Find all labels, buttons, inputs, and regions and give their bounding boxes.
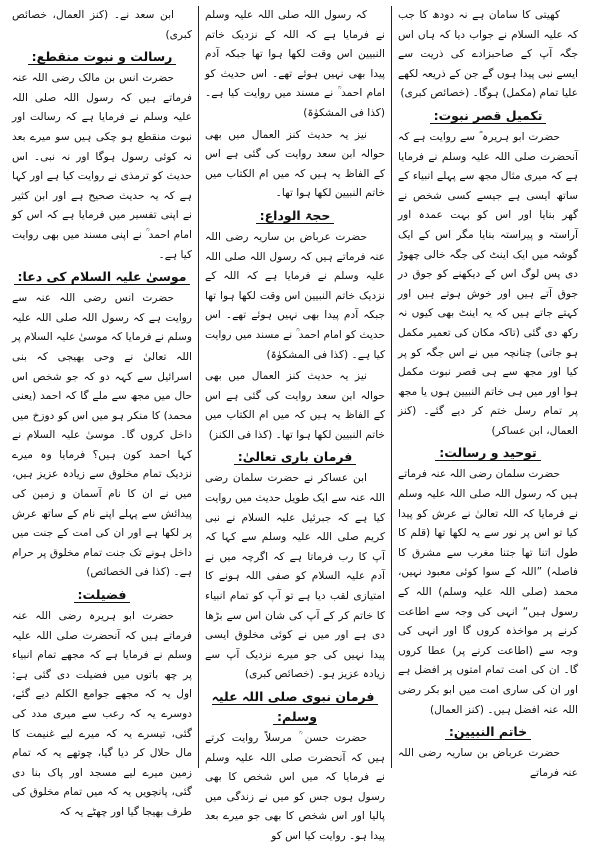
section-heading <box>12 585 192 605</box>
paragraph: حضرت سلمان رضی اللہ عنہ فرماتے ہیں کہ رسول اللہ صلی اللہ علیہ وسلم نے فرمایا کہ اللہ تعالیٰ نے عرش کو پیدا کیا تو اس پر نور سے یہ لکھا تھا (قلم کا طول اتنا تھا جتنا مغرب سے مشرق کا فاصلہ) ”اللہ کے سوا کوئی معبود نہیں، محمد (صلی اللہ علیہ وسلم) اللہ کے رسول ہیں“ انہی کی وجہ سے اطاعت کرنے پر مواخذہ کروں گا اور انہی کی وجہ سے (اطاعت کرنے پر) عطا کروں گا۔ ان کی امت تمام امتوں پر افضل ہے اور ان کی ساری امت میں ابو بکر رضی اللہ عنہ افضل ہیں۔ (کنز العمال) <box>398 468 578 716</box>
columns <box>6 6 584 842</box>
section-heading <box>205 206 385 226</box>
paragraph: حضرت انس بن مالک رضی اللہ عنہ فرماتے ہیں کہ رسول اللہ صلی اللہ علیہ وسلم نے فرمایا ہے کہ رسالت اور نبوت منقطع ہو چکی ہیں سو میرے بعد نہ کوئی رسول ہوگا اور نہ نبی۔ اس حدیث کو ترمذی نے روایت کیا ہے اور کہا ہے کہ یہ حدیث صحیح ہے اور ابن کثیر نے اپنی تفسیر میں فرمایا ہے کہ اس کو امام احمد ؒ نے اپنی مسند میں بھی روایت کیا ہے۔ <box>12 72 192 261</box>
section-heading <box>12 47 192 67</box>
paragraph: حضرت ابو ہریرہ رضی اللہ عنہ فرماتے ہیں کہ آنحضرت صلی اللہ علیہ وسلم نے فرمایا ہے کہ مجھے تمام انبیاء پر چھ باتوں میں فضیلت دی گئی ہے: اول یہ کہ مجھے جوامع الکلم دیے گئے، دوسرے یہ کہ رعب سے میری مدد کی گئی، تیسرے یہ کہ میرے لیے غنیمت کا مال حلال کر دیا گیا، چوتھے یہ کہ تمام زمین میرے لیے مسجد اور پاک بنا دی گئی، پانچویں یہ کہ میں تمام مخلوق کی طرف بھیجا گیا اور چھٹے یہ کہ <box>12 610 192 818</box>
column-left <box>6 6 199 818</box>
paragraph: حضرت ابو ہریرہ ؓ سے روایت ہے کہ آنحضرت صلی اللہ علیہ وسلم نے فرمایا ہے کہ میری مثال مجھ سے پہلے انبیاء کے ساتھ ایسی ہے جیسے کسی شخص نے گھر بنایا اور اس کو بہت عمدہ اور آراستہ و پیراستہ بنایا مگر اس کے ایک گوشہ میں ایک اینٹ کی جگہ خالی چھوڑ دی پس لوگ اس کے دیکھنے کو جوق در جوق آتے ہیں اور خوش ہوتے ہیں اور کہتے جاتے ہیں کہ یہ اینٹ بھی کیوں نہ رکھ دی گئی (تاکہ مکان کی تعمیر مکمل ہو جاتی) چنانچہ میں نے اس جگہ کو پر کیا اور مجھ سے ہی قصر نبوت مکمل ہوا اور میں ہی خاتم النبیین ہوں یا مجھ پر تمام رسل ختم کر دیے گئے۔ (کنز العمال، ابن عساکر) <box>398 130 578 437</box>
section-heading-text: فضیلت: <box>74 587 131 603</box>
section-heading <box>398 106 578 126</box>
section-heading-text: فرمان باری تعالیٰ: <box>234 449 357 465</box>
paragraph: ابن عساکر نے حضرت سلمان رضی اللہ عنہ سے ایک طویل حدیث میں روایت کیا ہے کہ جبرئیل علیہ السلام نے نبی کریم صلی اللہ علیہ وسلم سے کہا کہ آپ کا رب فرماتا ہے کہ اگرچہ میں نے آدم علیہ السلام کو صفی اللہ ہونے کا امتیازی لقب دیا ہے تو آپ کو تمام انبیاء کا خاتم کر کے آپ کی شان اس سے بڑھا دی ہے اور میں نے کوئی مخلوق ایسی پیدا نہیں کی جو میرے نزدیک آپ سے زیادہ عزیز ہو۔ (خصائص کبری) <box>205 472 385 681</box>
section-heading-text: خاتم النبیین: <box>445 724 531 740</box>
paragraph: حضرت انس رضی اللہ عنہ سے روایت ہے کہ رسول اللہ صلی اللہ علیہ وسلم نے فرمایا کہ موسیٰ علیہ السلام پر اللہ تعالیٰ نے وحی بھیجی کہ بنی اسرائیل سے کہہ دو کہ جو شخص اس حال میں مجھ سے ملے گا کہ احمد (یعنی محمد) کا منکر ہو میں اس کو دوزخ میں داخل کروں گا۔ موسیٰ علیہ السلام نے کہا احمد کون ہیں؟ فرمایا وہ میرے نزدیک تمام مخلوق سے زیادہ عزیز ہیں، میں نے ان کا نام آسمان و زمین کی پیدائش سے پہلے اپنے نام کے ساتھ عرش پر لکھا ہے اور ان کی امت کے جنت میں داخل ہونے تک جنت تمام مخلوق پر حرام ہے۔ (کذا فی الخصائص) <box>12 292 192 579</box>
section-heading <box>205 687 385 727</box>
paragraph: ابن سعد نے۔ (کنز العمال، خصائص کبری) <box>12 9 192 41</box>
section-heading-text: حجۃ الوداع: <box>256 208 335 224</box>
column-right <box>392 6 584 779</box>
paragraph: حضرت عرباض بن ساریہ رضی اللہ عنہ فرماتے <box>398 747 578 779</box>
paragraph: حضرت حسن ؒ مرسلاً روایت کرتے ہیں کہ آنحضرت صلی اللہ علیہ وسلم نے فرمایا کہ میں اس شخص کا بھی رسول ہوں جس کو میں نے زندگی میں پالیا اور اس شخص کا بھی جو میرے بعد پیدا ہو۔ روایت کیا اس کو <box>205 732 385 842</box>
paragraph: نیز یہ حدیث کنز العمال میں بھی حوالہ ابن سعد روایت کی گئی ہے اس کے الفاظ یہ ہیں کہ میں ام الکتاب میں خاتم النبیین لکھا ہوا تھا۔ <box>205 128 385 200</box>
section-heading <box>12 267 192 287</box>
section-heading <box>398 722 578 742</box>
paragraph: حضرت عرباض بن ساریہ رضی اللہ عنہ فرماتے ہیں کہ رسول اللہ صلی اللہ علیہ وسلم نے فرمایا ہے کہ اللہ کے نزدیک خاتم النبیین اس وقت لکھا ہوا تھا جبکہ آدم پیدا بھی نہیں ہوئے تھے۔ اس حدیث کو امام احمد ؒ نے مسند میں روایت کیا ہے۔ (کذا فی المشکوٰۃ) <box>205 230 385 361</box>
section-heading-text: تکمیل قصر نبوت: <box>430 108 547 124</box>
section-heading <box>205 447 385 467</box>
section-heading <box>398 443 578 463</box>
section-heading-text: موسیٰ علیہ السلام کی دعا: <box>14 269 191 285</box>
section-heading-text: توحید و رسالت: <box>435 445 540 461</box>
column-middle <box>199 6 392 842</box>
paragraph: کھیتی کا سامان ہے نہ دودھ کا جب کہ علیہ السلام نے جواب دیا کہ ہاں اس جگہ آپ کے صاحبزادے کی ذریت سے ایسے نبی پیدا ہوں گے جن کے ذریعہ لکھے علیا تمام (مکمل) ہوگا۔ (خصائص کبری) <box>398 9 578 100</box>
paragraph: نیز یہ حدیث کنز العمال میں بھی حوالہ ابن سعد روایت کی گئی ہے اس کے الفاظ یہ ہیں کہ میں ام الکتاب میں خاتم النبیین لکھا ہوا تھا۔ (کذا فی الکنز) <box>205 370 385 441</box>
paragraph: کہ رسول اللہ صلی اللہ علیہ وسلم نے فرمایا ہے کہ اللہ کے نزدیک خاتم النبیین اس وقت لکھا ہوا تھا جبکہ آدم پیدا بھی نہیں ہوئے تھے۔ اس حدیث کو امام احمد ؒ نے مسند میں روایت کیا ہے۔ (کذا فی المشکوٰۃ) <box>205 9 385 119</box>
section-heading-text: فرمان نبوی صلی اللہ علیہ وسلم: <box>212 689 379 725</box>
section-heading-text: رسالت و نبوت منقطع: <box>28 49 177 65</box>
